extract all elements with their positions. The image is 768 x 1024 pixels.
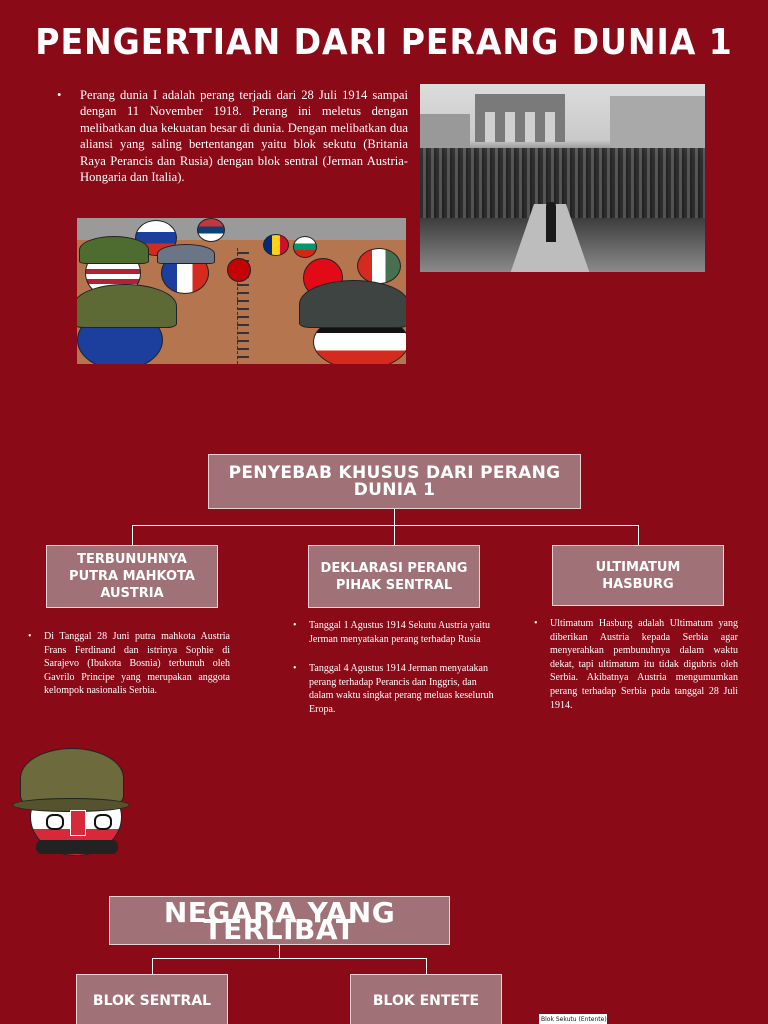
ball-belt [36,840,118,854]
causes-heading: PENYEBAB KHUSUS DARI PERANG DUNIA 1 [208,454,581,509]
serbia-ball [197,218,225,242]
ball-eye-left [46,814,64,830]
austria-hungary-countryball [12,748,130,856]
france-helmet [157,244,215,264]
connector-horizontal [132,525,638,526]
bulgaria-ball [293,236,317,258]
usa-helmet [79,236,149,264]
cause-text-assassination [28,630,230,714]
ball-crest [70,810,86,836]
cause-box-assassination: TERBUNUHNYA PUTRA MAHKOTA AUSTRIA [46,545,218,608]
cause-text-ultimatum [534,617,738,728]
bullet: • [293,620,297,631]
cause-box-declaration: DEKLARASI PERANG PIHAK SENTRAL [308,545,480,608]
photo-building-right [610,96,705,148]
connector-right [638,525,639,545]
photo-figure [546,202,556,242]
connector-middle [394,525,395,545]
list-item [534,617,738,712]
connector-vertical-main [394,509,395,526]
connector-left [132,525,133,545]
ball-eye-right [94,814,112,830]
bullet: • [57,88,62,102]
list-item-text: Tanggal 1 Agustus 1914 Sekutu Austria yaitu Jerman menyatakan perang terhadap Rusia [309,620,490,645]
list-item-text: Di Tanggal 28 Juni putra mahkota Austria Frans Ferdinand dan istrinya Sophie di Sarajevo (Ibukota Bosnia) terbunuh oleh Gavrilo Principe yang merupakan anggota kelompok nasionalis Serbia. [44,631,230,697]
countryball-cartoon [77,218,406,364]
photo-building-left [420,114,470,148]
list-item [293,619,499,646]
entente-small-label: Blok Sekutu (Entente) [539,1014,607,1024]
connector-vertical-countries [279,945,280,959]
bullet: • [293,663,297,675]
countries-heading: NEGARA YANG TERLIBAT [109,896,450,945]
uk-helmet [77,284,177,328]
cause-text-declaration [293,619,499,733]
page-title: PENGERTIAN DARI PERANG DUNIA 1 [35,22,733,63]
block-central-box: BLOK SENTRAL [76,974,228,1024]
list-item [293,662,499,716]
intro-text: Perang dunia I adalah perang terjadi dari 28 Juli 1914 sampai dengan 11 November 1918. Perang ini meletus dengan melibatkan dua kekuatan besar di dunia. Dengan melibatkan dua aliansi yang saling bertentangan yaitu blok sekutu (Britania Raya Perancis dan Rusia) dengan blok sentral (Jerman Austria-Hongaria dan Italia). [80,88,408,185]
bullet: • [534,618,538,629]
cause-box-ultimatum: ULTIMATUM HASBURG [552,545,724,606]
photo-gate [475,94,565,142]
romania-ball [263,234,289,256]
list-item [28,630,230,698]
list-item-text: Tanggal 4 Agustus 1914 Jerman menyatakan perang terhadap Perancis dan Inggris, dan dalam waktu singkat perang meluas keseluruh Eropa. [309,663,494,715]
german-helmet [299,280,406,328]
connector-horizontal-countries [152,958,426,959]
list-item-text: Ultimatum Hasburg adalah Ultimatum yang diberikan Austria kepada Serbia agar menyerahkan pembunuhnya dalam waktu dekat, tapi ultimatum itu tidak digubris oleh Serbia. Akibatnya Austria mengumumkan perang terhadap Serbia pada tanggal 28 Juli 1914. [550,618,738,711]
bullet: • [28,631,32,642]
historical-photo [420,84,705,272]
connector-left-countries [152,958,153,974]
block-entente-box: BLOK ENTETE [350,974,502,1024]
connector-right-countries [426,958,427,974]
montenegro-ball [227,258,251,282]
hungary-ball [357,248,401,284]
intro-paragraph [57,87,408,185]
